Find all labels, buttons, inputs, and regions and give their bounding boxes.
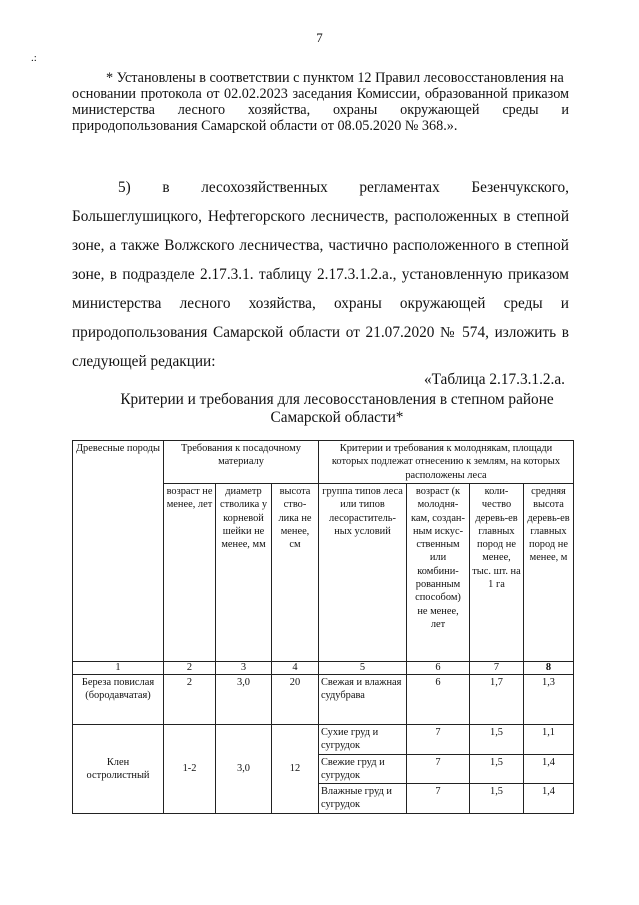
tree-count-cell: 1,5 (470, 754, 524, 784)
header-species: Древесные породы (73, 441, 164, 662)
footnote-paragraph (72, 70, 569, 134)
column-number: 4 (272, 662, 319, 675)
header-young-stands: Критерии и требования к молоднякам, площади которых подлежат отнесению к землям, на которых расположены леса (319, 441, 574, 484)
tree-count-cell: 1,5 (470, 725, 524, 755)
column-number: 6 (407, 662, 470, 675)
main-line: следующей редакции: (72, 353, 216, 370)
mean-height-cell: 1,3 (524, 675, 574, 725)
age-cell: 2 (164, 675, 216, 725)
column-number: 7 (470, 662, 524, 675)
age-cell: 1-2 (164, 725, 216, 814)
column-number: 5 (319, 662, 407, 675)
table-row-maple (73, 725, 574, 755)
column-number: 3 (216, 662, 272, 675)
main-line: министерства лесного хозяйства, охраны окружающей среды и (72, 295, 569, 312)
main-line: природопользования Самарской области от 21.07.2020 № 574, изложить в (72, 324, 569, 341)
main-line: Большеглушицкого, Нефтегорского лесничеств, расположенных в степной (72, 208, 569, 225)
subheader-young-age: возраст (к молодня-кам, создан-ным искус-ственным или комбини-рованным способом) не менее, лет (407, 484, 470, 662)
subheader-height: высота ство-лика не менее, см (272, 484, 319, 662)
note-line: министерства лесного хозяйства, охраны окружающей среды и (72, 102, 569, 118)
young-age-cell: 6 (407, 675, 470, 725)
caption-line: Критерии и требования для лесовосстановления в степном районе (120, 391, 554, 408)
young-age-cell: 7 (407, 784, 470, 814)
mean-height-cell: 1,4 (524, 784, 574, 814)
height-cell: 12 (272, 725, 319, 814)
table-caption-title (72, 391, 602, 427)
table-row-birch (73, 675, 574, 725)
amendment-paragraph (72, 180, 569, 383)
subheader-diameter: диаметр стволика у корневой шейки не менее, мм (216, 484, 272, 662)
diameter-cell: 3,0 (216, 725, 272, 814)
species-cell: Береза повислая (бородавчатая) (73, 675, 164, 725)
young-age-cell: 7 (407, 754, 470, 784)
mean-height-cell: 1,4 (524, 754, 574, 784)
requirements-table (72, 440, 574, 814)
height-cell: 20 (272, 675, 319, 725)
species-cell: Клен остролистный (73, 725, 164, 814)
main-line: зоне, а также Волжского лесничества, частично расположенного в степной (72, 237, 569, 254)
diameter-cell: 3,0 (216, 675, 272, 725)
header-planting-material: Требования к посадочному материалу (164, 441, 319, 484)
column-number: 2 (164, 662, 216, 675)
forest-type-cell: Влажные груд и сугрудок (319, 784, 407, 814)
main-line: 5) в лесохозяйственных регламентах Безенчукского, (118, 179, 569, 196)
mean-height-cell: 1,1 (524, 725, 574, 755)
column-number: 8 (524, 662, 574, 675)
table-caption-number: «Таблица 2.17.3.1.2.а. (423, 371, 565, 388)
forest-type-cell: Свежие груд и сугрудок (319, 754, 407, 784)
column-number: 1 (73, 662, 164, 675)
subheader-age: возраст не менее, лет (164, 484, 216, 662)
subheader-tree-count: коли-чество деревь-ев главных пород не менее, тыс. шт. на 1 га (470, 484, 524, 662)
subheader-forest-type: группа типов леса или типов лесораститель-ных условий (319, 484, 407, 662)
caption-line: Самарской области* (270, 409, 404, 426)
forest-type-cell: Свежая и влажная судубрава (319, 675, 407, 725)
margin-mark: .: (31, 52, 37, 64)
note-line: * Установлены в соответствии с пунктом 12 Правил лесовосстановления на (106, 70, 564, 86)
note-line: природопользования Самарской области от 08.05.2020 № 368.». (72, 118, 458, 134)
forest-type-cell: Сухие груд и сугрудок (319, 725, 407, 755)
tree-count-cell: 1,7 (470, 675, 524, 725)
young-age-cell: 7 (407, 725, 470, 755)
note-line: основании протокола от 02.02.2023 заседания Комиссии, образованной приказом (72, 86, 569, 102)
subheader-mean-height: средняя высота деревь-ев главных пород не менее, м (524, 484, 574, 662)
main-line: зоне, в подразделе 2.17.3.1. таблицу 2.17.3.1.2.а., установленную приказом (72, 266, 569, 283)
tree-count-cell: 1,5 (470, 784, 524, 814)
column-number-row (73, 662, 574, 675)
page-number: 7 (316, 30, 323, 45)
